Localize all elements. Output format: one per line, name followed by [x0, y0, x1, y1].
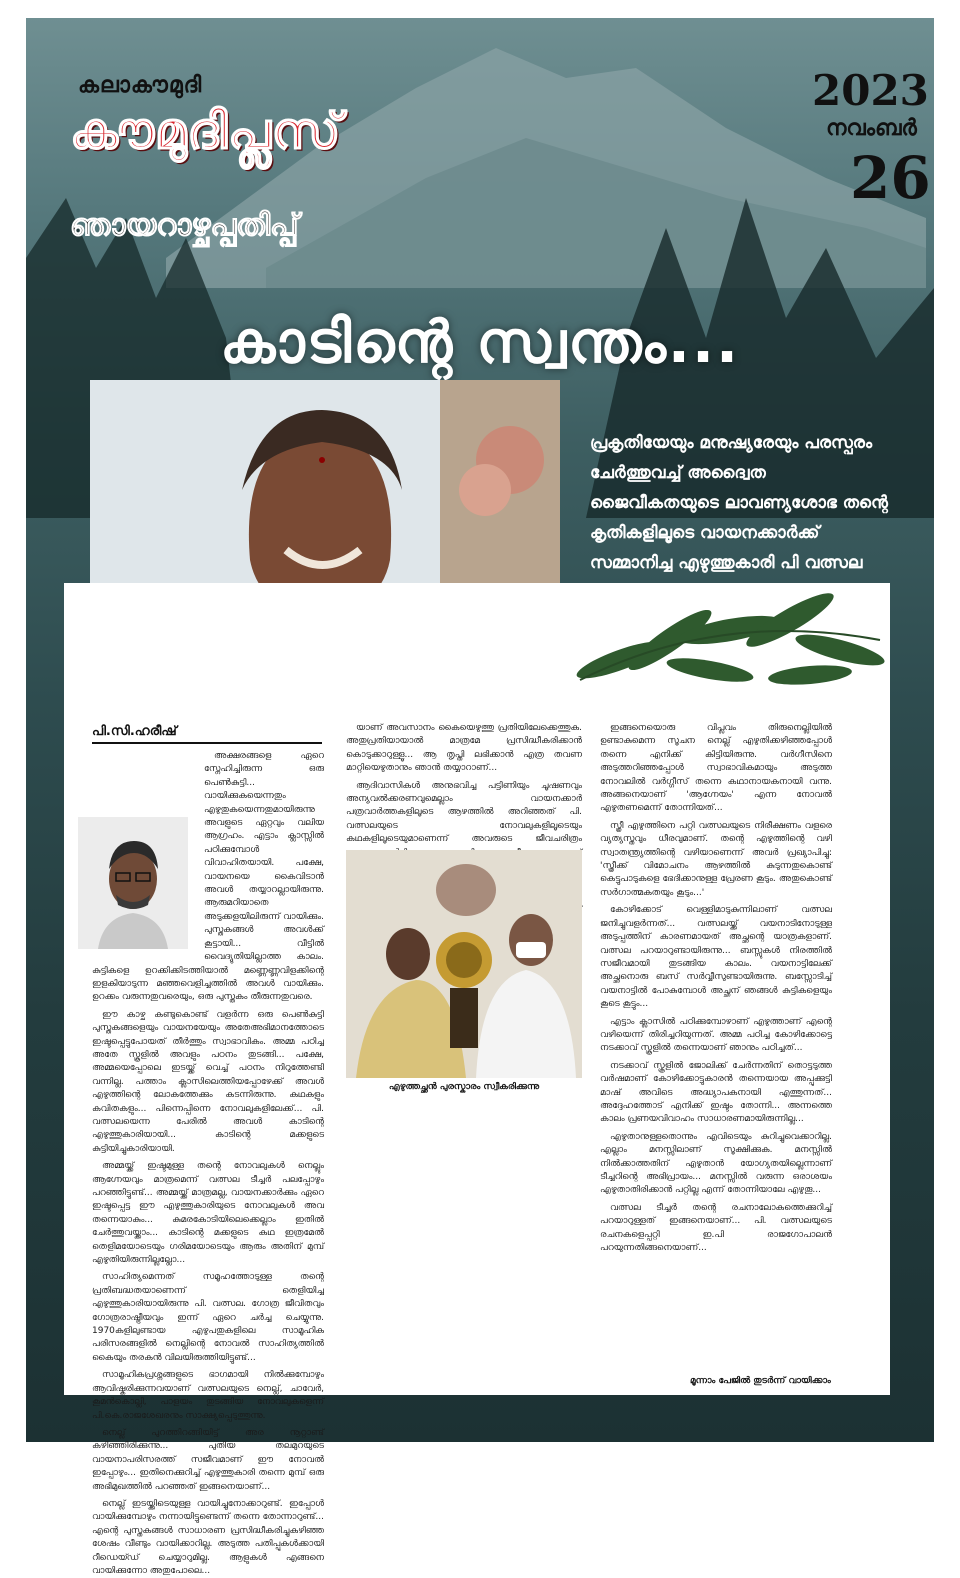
award-photo	[346, 850, 582, 1078]
article-byline: പി.സി.ഹരീഷ്	[92, 724, 177, 739]
paragraph: നടക്കാവ് സ്കൂളിൽ ജോലിക്ക് ചേർന്നതിന് തൊട്ടടുത്ത വർഷമാണ് കോഴിക്കോട്ടുകാരൻ തന്നെയായ അപ്പുക്കുട്ടി മാഷ് അവിടെ അദ്ധ്യാപകനായി എത്തുന്നത്... അദ്ദേഹത്തോട് എനിക്ക് ഇഷ്ടം തോന്നി... അന്നത്തെ കാലം പ്രണയവിവാഹം സാധാരണമായിരുന്നില്ല...	[600, 1060, 832, 1125]
paragraph: സാമൂഹികപ്രശ്നങ്ങളുടെ ഭാഗമായി നിൽക്കുമ്പോഴും ആവിഷ്കരിക്കുന്നവയാണ് വത്സലയുടെ നെല്ല്, ചാവേർ, കൂമൻകൊല്ലി, പാളയം തുടങ്ങിയ നോവലുകളെന്ന് പി.കെ.രാജശേഖരനും സാക്ഷ്യപ്പെടുത്തുന്നു.	[92, 1370, 324, 1421]
paragraph: നെല്ല് പുറത്തിറങ്ങിയിട്ട് അര നൂറ്റാണ്ട് കഴിഞ്ഞിരിക്കുന്നു... പുതിയ തലമുറയുടെ വായനാപരിസരത്ത് സജീവമാണ് ഈ നോവൽ ഇപ്പോഴും... ഇതിനെക്കുറിച്ച് എഴുത്തുകാരി തന്നെ മുമ്പ് ഒരു അഭിമുഖത്തിൽ പറഞ്ഞത് ഇങ്ങനെയാണ്...	[92, 1427, 324, 1492]
article-column-3	[600, 722, 832, 1352]
paragraph: യാണ് അവസാനം കൈയെഴുത്തു പ്രതിയിലേക്കെത്തുക. അതുപ്രതിയായാൽ മാത്രമേ പ്രസിദ്ധീകരിക്കാൻ കൊടുക്കാറുള്ളൂ... ആ തൃപ്തി ലഭിക്കാൻ എത്ര തവണ മാറ്റിയെഴുതാനും ഞാൻ തയ്യാറാണ്...	[346, 723, 582, 774]
byline-divider	[92, 742, 322, 744]
award-photo-caption: എഴുത്തച്ഛൻ പുരസ്കാരം സ്വീകരിക്കുന്നു	[388, 1082, 540, 1092]
publisher-name: കലാകൗമുദി	[78, 73, 203, 98]
issue-month: നവംബർ	[826, 116, 917, 141]
paragraph: അമ്മയ്ക്ക് ഇഷ്ടമുള്ള തന്റെ നോവലുകൾ നെല്ലും ആഗ്നേയവും മാത്രമെന്ന് വത്സല ടീച്ചർ പലപ്പോഴും പറഞ്ഞിട്ടുണ്ട്... അമ്മയ്ക്ക് മാത്രമല്ല, വായനക്കാർക്കും ഏറെ ഇഷ്ടപ്പെട്ട ഈ എഴുത്തുകാരിയുടെ നോവലുകൾ അവ തന്നെയാകും... കുമരകോടിയിലെക്കെല്ലാം ഇതിൽ ചേർത്തുവയ്ക്കാം... കാടിന്റെ മക്കളുടെ കഥ ഇത്രമേൽ തെളിമയോടെയും ഗരിമയോടെയും ആരും അതിന് മുമ്പ് എഴുതിയിരുന്നില്ലല്ലോ...	[92, 1161, 324, 1266]
magazine-subtitle: ഞായറാഴ്ചപ്പതിപ്പ്	[70, 208, 299, 243]
paragraph: എട്ടാം ക്ലാസിൽ പഠിക്കുമ്പോഴാണ് എഴുത്താണ് എന്റെ വഴിയെന്ന് തിരിച്ചറിയുന്നത്. അമ്മ പഠിച്ച കോഴിക്കോട്ടെ നടക്കാവ് സ്കൂളിൽ തന്നെയാണ് ഞാനും പഠിച്ചത്...	[600, 1016, 832, 1054]
paragraph: എഴുതാനുള്ളതൊന്നും എവിടെയും കുറിച്ചുവെക്കാറില്ല. എല്ലാം മനസ്സിലാണ് സൂക്ഷിക്കുക. മനസ്സിൽ നിൽക്കാത്തതിന് എഴുതാൻ യോഗ്യതയില്ലെന്നാണ് ടീച്ചറിന്റെ അഭിപ്രായം... മനസ്സിൽ വരുന്ന ഒരാശയം എഴുതാതിരിക്കാൻ പറ്റില്ല എന്ന് തോന്നിയാലേ എഴുതൂ...	[600, 1131, 832, 1196]
cover-summary: പ്രകൃതിയേയും മനുഷ്യരേയും പരസ്പരം ചേർത്തുവച്ച് അദ്വൈത ജൈവീകതയുടെ ലാവണ്യശോഭ തന്റെ കൃതികളിലൂടെ വായനക്കാർക്ക് സമ്മാനിച്ച എഴുത്തുകാരി പി വത്സല	[590, 433, 888, 573]
paragraph: വത്സല ടീച്ചർ തന്റെ രചനാലോകത്തെക്കുറിച്ച് പറയാറുള്ളത് ഇങ്ങനെയാണ്... പി. വത്സലയുടെ രചനകളെപ്പറ്റി ഇ.പി രാജഗോപാലൻ പറയുന്നതിങ്ങനെയാണ്...	[600, 1202, 832, 1254]
paragraph: ഇങ്ങനെയൊരു വിപ്ലവം തിരുനെല്ലിയിൽ ഉണ്ടാകുമെന്ന സൂചന നെല്ല് എഴുതിക്കഴിഞ്ഞപ്പോൾ തന്നെ എനിക്ക് കിട്ടിയിരുന്നു. വർഗീസിനെ അടുത്തറിഞ്ഞപ്പോൾ സ്വാഭാവികമായും അടുത്ത നോവലിൽ വർഗ്ഗീസ് തന്നെ കഥാനായകനായി വന്നു. അങ്ങനെയാണ് 'ആഗ്നേയം' എന്ന നോവൽ എഴുതണമെന്ന് തോന്നിയത്...	[600, 723, 832, 814]
leaves-illustration	[560, 570, 890, 700]
paragraph: സ്ത്രീ എഴുത്തിനെ പറ്റി വത്സലയുടെ നിരീക്ഷണം വളരെ വ്യത്യസ്തവും ധീരവുമാണ്. തന്റെ എഴുത്തിന്റെ വഴി സ്വാതന്ത്ര്യത്തിന്റെ വഴിയാണെന്ന് അവർ പ്രഖ്യാപിച്ചു: 'സ്ത്രീക്ക് വിമോചനം ആഴത്തിൽ കുടുന്നതുകൊണ്ട് കെട്ടുപാടുകളെ ഭേദിക്കാനുള്ള പ്രേരണ കൂടും. അതുകൊണ്ട് സർഗാത്മകതയും കൂടും...'	[600, 820, 832, 898]
paragraph: സാഹിത്യമെന്നത് സമൂഹത്തോടുള്ള തന്റെ പ്രതിബദ്ധതയാണെന്ന് തെളിയിച്ച എഴുത്തുകാരിയായിരുന്നു പി. വത്സല. ഗോത്ര ജീവിതവും ഗോത്രരാഷ്ട്രീയവും ഇന്ന് ഏറെ ചർച്ച ചെയ്യുന്നു. 1970കളിലുണ്ടായ എഴുപതുകളിലെ സാമൂഹിക പരിസരങ്ങളിൽ നെല്ലിന്റെ നോവൽ സാഹിത്യത്തിൽ കൈയും തരകൻ വിലയിരുത്തിയിട്ടുണ്ട്...	[92, 1272, 324, 1363]
cover-headline: കാടിന്റെ സ്വന്തം...	[219, 308, 741, 376]
continued-note: മൂന്നാം പേജിൽ തുടർന്ന് വായിക്കാം	[690, 1376, 831, 1386]
paragraph: കോഴിക്കോട് വെള്ളിമാടുകുന്നിലാണ് വത്സല ജനിച്ചുവളർന്നത്... വത്സലയ്ക്ക് വയനാടിനോടുള്ള അടുപ്പത്തിന് കാരണമായത് അച്ഛന്റെ യാത്രകളാണ്. വത്സല പറയാറുണ്ടായിരുന്നു... ബസ്സുകൾ നിരത്തിൽ സജീവമായി തുടങ്ങിയ കാലം. വയനാട്ടിലേക്ക് അച്ഛനൊരു ബസ് സർവ്വീസുണ്ടായിരുന്നു. ബസ്സോടിച്ച് വയനാട്ടിൽ പോകുമ്പോൾ അച്ഛന് ഞങ്ങൾ കുട്ടികളെയും കൂടെ കൂട്ടും...	[600, 905, 832, 1010]
byline-author-photo	[78, 817, 188, 949]
paragraph: ആദിവാസികൾ അനുഭവിച്ച പട്ടിണിയും ചൂഷണവും അന്യവൽക്കരണവുമെല്ലാം വായനക്കാർ പത്രവാർത്തകളിലൂടെ ആഴത്തിൽ അറിഞ്ഞത് പി. വത്സലയുടെ നോവലുകളിലൂടെയും കഥകളിലൂടെയുമാണെന്ന് അവരുടെ ജീവചരിത്രം	[346, 780, 582, 845]
magazine-title: കൗമുദിപ്ലസ്	[70, 102, 342, 160]
issue-day: 26	[850, 144, 931, 212]
issue-year: 2023	[812, 66, 929, 115]
paragraph: അക്ഷരങ്ങളെ ഏറെ സ്നേഹിച്ചിരുന്ന ഒരു പെൺകുട്ടി... വായിക്കുകയെന്നതും എഴുതുകയെന്നതുമായിരുന്നു അവളുടെ ഏറ്റവും വലിയ ആഗ്രഹം. എട്ടാം ക്ലാസ്സിൽ പഠിക്കുമ്പോൾ വിവാഹിതയായി. പക്ഷേ, വായനയെ കൈവിടാൻ അവൾ തയ്യാറല്ലായിരുന്നു. ആരുമറിയാതെ അടുക്കളയിലിരുന്ന് വായിക്കും. പുസ്തകങ്ങൾ അവൾക്ക് കൂട്ടായി... വീട്ടിൽ വൈദ്യുതിയില്ലാത്ത കാലം. കുട്ടികളെ ഉറക്കിക്കിടത്തിയാൽ മണ്ണെണ്ണവിളക്കിന്റെ ഇളകിയാടുന്ന മഞ്ഞവെളിച്ചത്തിൽ അവൾ വായിക്കും. ഉറക്കം വരുന്നതുവരെയും, ഒരു പുസ്തകം തീരുന്നതുവരെ.	[92, 751, 324, 1003]
paragraph: നെല്ല് ഇടയ്ക്കിടെയുള്ള വായിച്ചുനോക്കാറുണ്ട്. ഇപ്പോൾ വായിക്കുമ്പോഴും നന്നായിട്ടുണ്ടെന്ന് തന്നെ തോന്നാറുണ്ട്... എന്റെ പുസ്തകങ്ങൾ സാധാരണ പ്രസിദ്ധീകരിച്ചുകഴിഞ്ഞ ശേഷം വീണ്ടും വായിക്കാറില്ല. അടുത്ത പതിപ്പുകൾക്കായി റീഡെയ്ഡ് ചെയ്യാറുമില്ല. ആളുകൾ എങ്ങനെ വായിക്കുന്നോ അതുപോലെ...	[92, 1498, 324, 1576]
paragraph: ഈ കാഴ്ച കണ്ടുകൊണ്ട് വളർന്ന ഒരു പെൺകുട്ടി പുസ്തകങ്ങളെയും വായനയേയും അതേഅഭിമാനത്തോടെ ഇഷ്ടപ്പെട്ടുപോയത് തീർത്തും സ്വാഭാവികം. അമ്മ പഠിച്ച അതേ സ്കൂളിൽ അവളും പഠനം തുടങ്ങി... പക്ഷേ, അമ്മയെപ്പോലെ ഇടയ്ക്ക് വെച്ച് പഠനം നിറുത്തേണ്ടി വന്നില്ല. പത്താം ക്ലാസിലെത്തിയപ്പോഴേക്ക് അവൾ എഴുത്തിന്റെ ലോകത്തേക്കും കടന്നിരുന്നു. കഥകളും കവിതകളും... പിന്നെപ്പിന്നെ നോവലുകളിലേക്ക്... പി. വത്സലയെന്ന പേരിൽ അവൾ കാടിന്റെ എഴുത്തുകാരിയായി... കാടിന്റെ മക്കളുടെ കുട്ടിയിച്ചുകാരിയായി.	[92, 1009, 324, 1154]
